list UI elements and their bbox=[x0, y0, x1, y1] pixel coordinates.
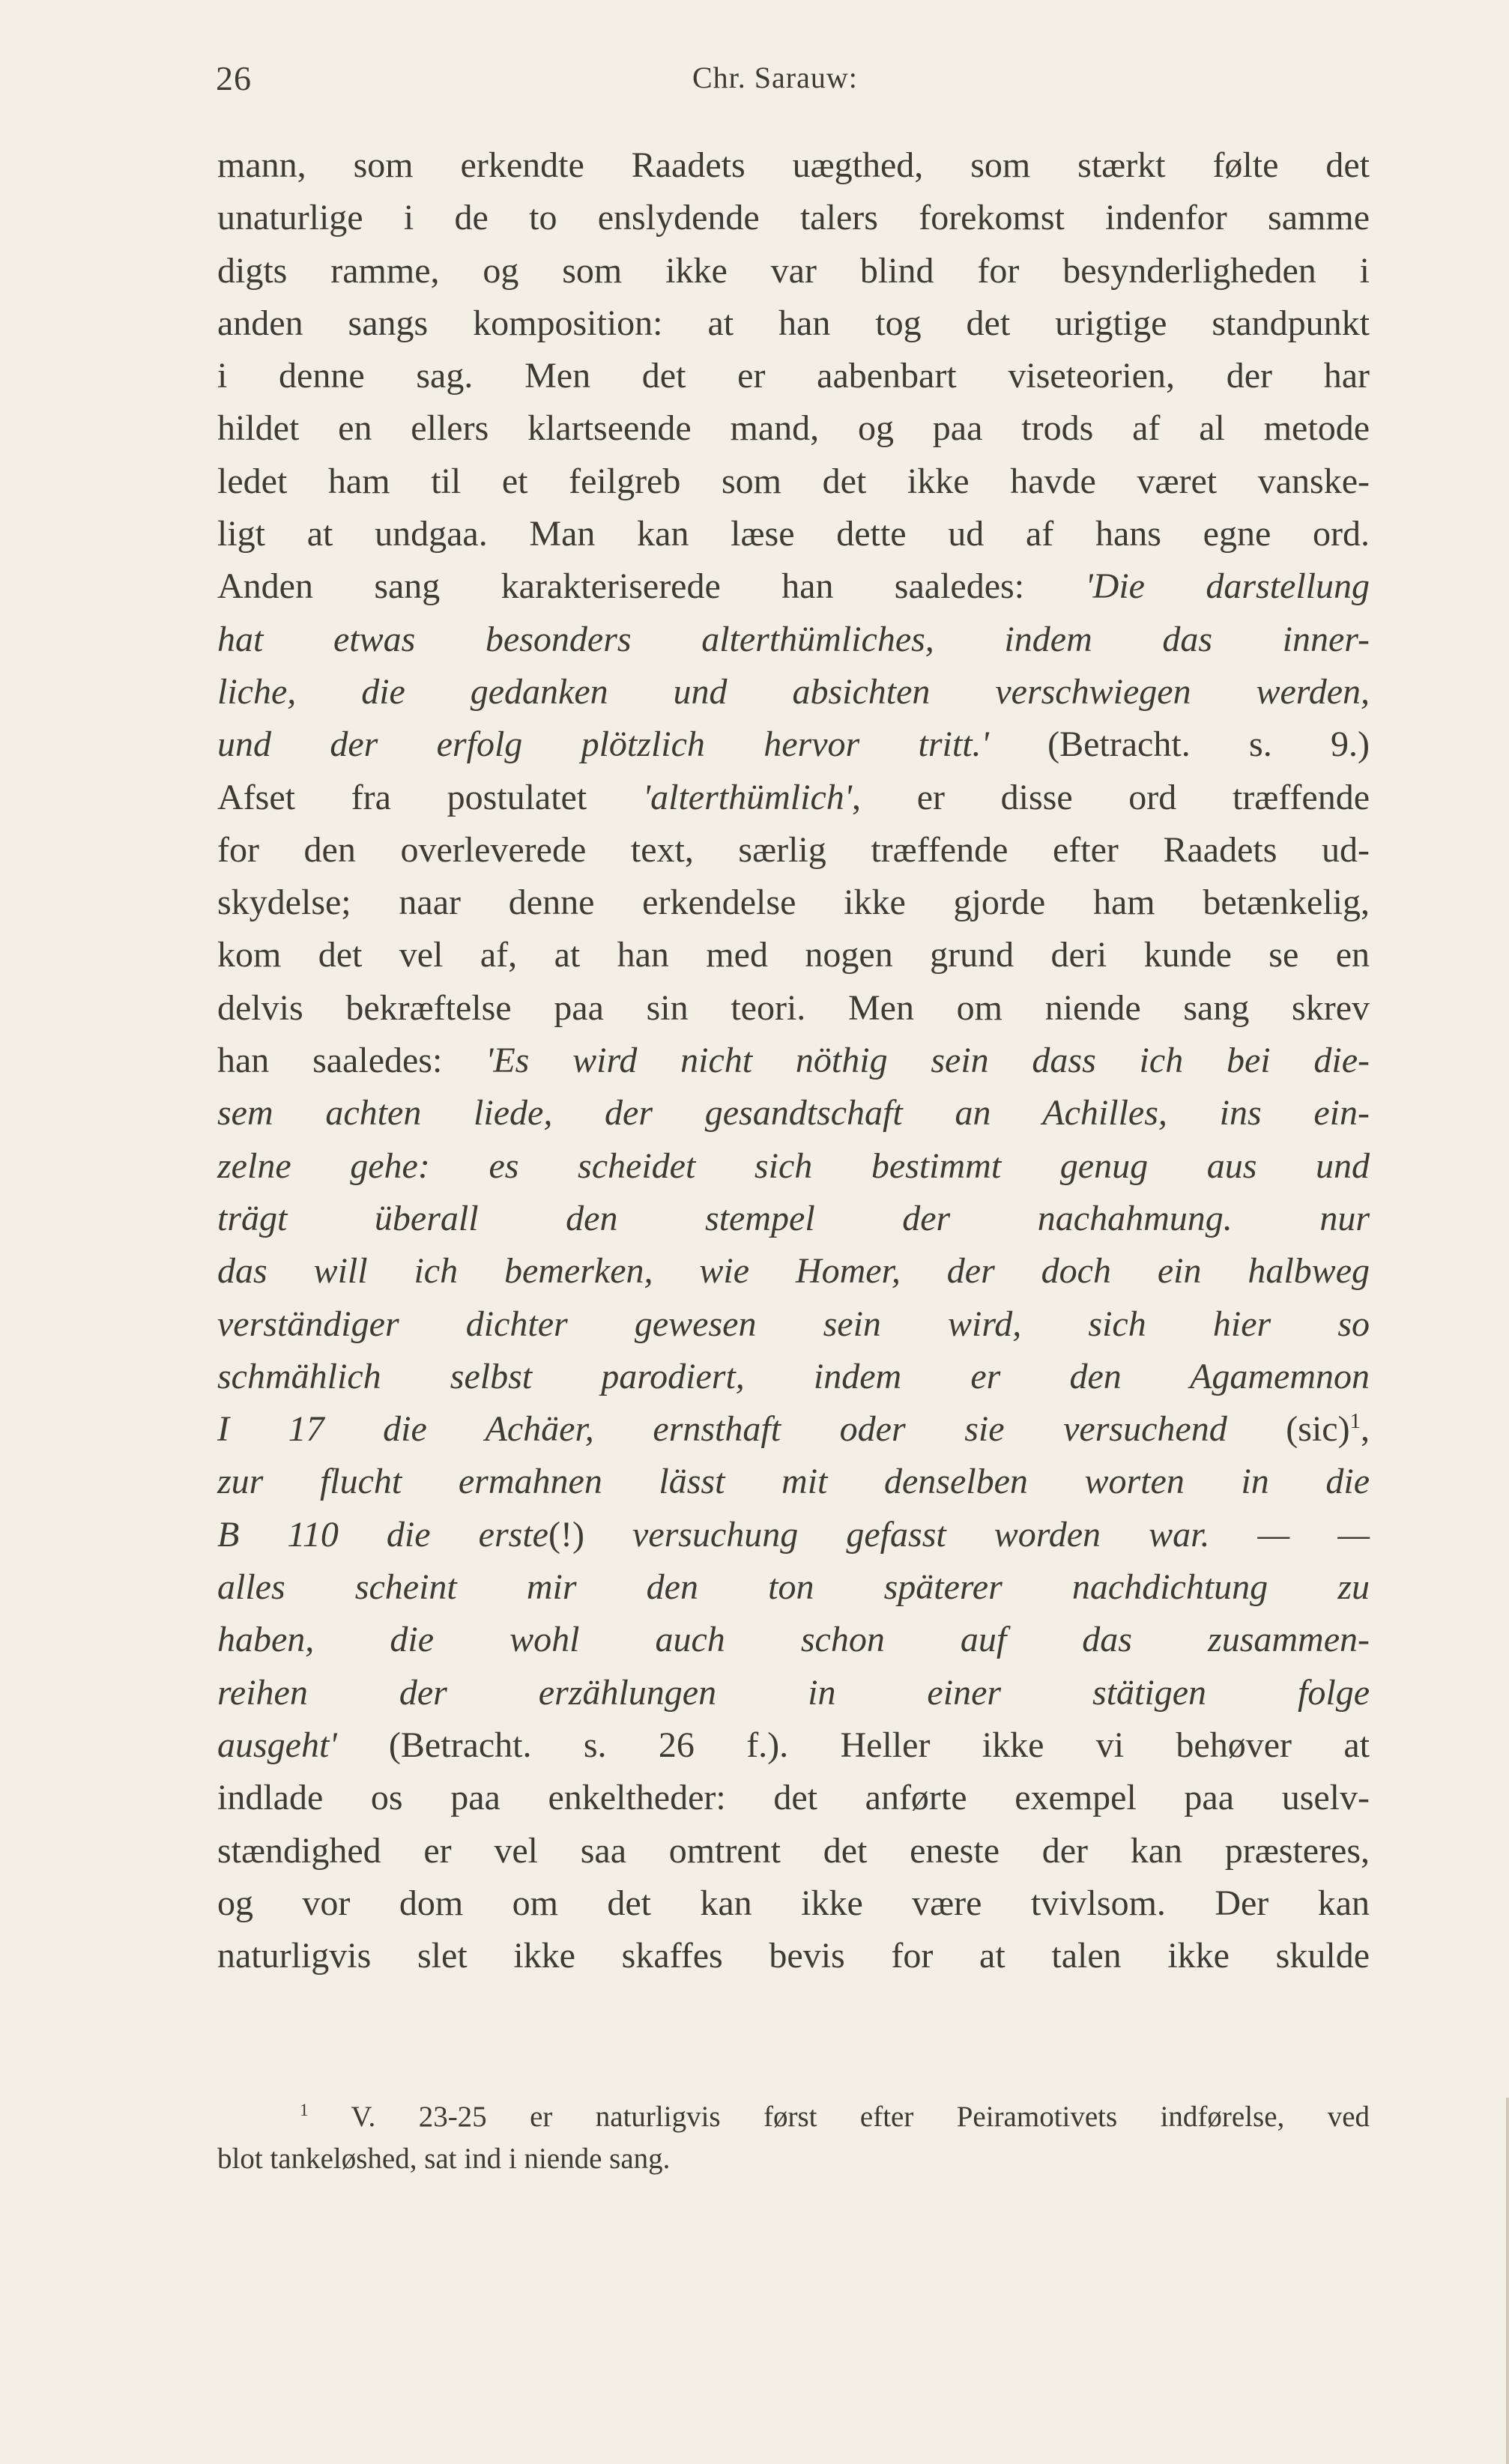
footnote bbox=[217, 2096, 1370, 2180]
italic-quote: haben, die wohl auch schon auf das zusammen- bbox=[217, 1620, 1370, 1660]
italic-quote: alles scheint mir den ton späterer nachdichtung zu bbox=[217, 1567, 1370, 1608]
text-line bbox=[217, 297, 1370, 350]
text-line bbox=[217, 1245, 1370, 1298]
text-span: i denne sag. Men det er aabenbart viseteorien, der har bbox=[217, 356, 1370, 396]
page-edge bbox=[1506, 2098, 1509, 2464]
italic-quote: 'alterthümlich' bbox=[642, 777, 853, 817]
running-head: Chr. Sarauw: bbox=[692, 61, 858, 94]
text-span: (Betracht. s. 26 f.). Heller ikke vi behøver at bbox=[336, 1725, 1370, 1765]
italic-quote: B 110 die erste bbox=[217, 1514, 548, 1555]
text-span: indlade os paa enkeltheder: det anførte exempel paa uselv- bbox=[217, 1778, 1370, 1818]
footnote-line: blot tankeløshed, sat ind i niende sang. bbox=[217, 2143, 671, 2175]
text-span: anden sangs komposition: at han tog det urigtige standpunkt bbox=[217, 303, 1370, 343]
text-line bbox=[217, 982, 1370, 1035]
text-line bbox=[217, 1667, 1370, 1719]
footnote-marker: 1 bbox=[300, 2101, 309, 2120]
text-line bbox=[217, 245, 1370, 297]
text-line bbox=[217, 402, 1370, 455]
text-line bbox=[217, 1614, 1370, 1666]
text-line bbox=[217, 772, 1370, 824]
italic-quote: das will ich bemerken, wie Homer, der doch ein halbweg bbox=[217, 1251, 1370, 1292]
text-line bbox=[217, 350, 1370, 402]
text-line bbox=[217, 1403, 1370, 1456]
italic-quote: sem achten liede, der gesandtschaft an Achilles, ins ein- bbox=[217, 1093, 1370, 1133]
italic-quote: schmählich selbst parodiert, indem er den Agamemnon bbox=[217, 1356, 1370, 1396]
text-span: (sic) bbox=[1227, 1409, 1350, 1450]
text-line bbox=[217, 1087, 1370, 1139]
text-line bbox=[217, 666, 1370, 718]
italic-quote: 'Es wird nicht nöthig sein dass ich bei die- bbox=[486, 1041, 1370, 1081]
text-line bbox=[217, 1298, 1370, 1351]
text-line bbox=[217, 1719, 1370, 1772]
text-line bbox=[217, 614, 1370, 666]
text-span: unaturlige i de to enslydende talers forekomst indenfor samme bbox=[217, 198, 1370, 238]
text-line bbox=[217, 1140, 1370, 1193]
italic-quote: hat etwas besonders alterthümliches, indem das inner- bbox=[217, 619, 1370, 659]
text-line bbox=[217, 877, 1370, 929]
text-line bbox=[217, 929, 1370, 981]
page-number: 26 bbox=[216, 59, 252, 97]
text-span: ligt at undgaa. Man kan læse dette ud af hans egne ord. bbox=[217, 514, 1370, 554]
text-line bbox=[217, 1930, 1370, 1982]
body-text bbox=[217, 139, 1370, 1982]
text-span: mann, som erkendte Raadets uægthed, som stærkt følte det bbox=[217, 145, 1370, 185]
text-span: , bbox=[1360, 1409, 1370, 1450]
text-span: delvis bekræftelse paa sin teori. Men om niende sang skrev bbox=[217, 987, 1370, 1028]
italic-quote: zelne gehe: es scheidet sich bestimmt genug aus und bbox=[217, 1145, 1370, 1186]
italic-quote: trägt überall den stempel der nachahmung. nur bbox=[217, 1198, 1370, 1238]
italic-quote: ausgeht' bbox=[217, 1725, 337, 1765]
text-span: kom det vel af, at han med nogen grund deri kunde se en bbox=[217, 935, 1370, 975]
text-line bbox=[217, 508, 1370, 560]
text-span: , er disse ord træffende bbox=[852, 777, 1370, 817]
text-span: og vor dom om det kan ikke være tvivlsom. Der kan bbox=[217, 1883, 1370, 1923]
text-span: (Betracht. s. 9.) bbox=[988, 724, 1370, 765]
italic-quote: 'Die darstellung bbox=[1085, 566, 1370, 607]
text-span: hildet en ellers klartseende mand, og paa trods af al metode bbox=[217, 408, 1370, 449]
text-span: Afset fra postulatet bbox=[217, 777, 643, 817]
text-line bbox=[217, 1035, 1370, 1087]
text-line bbox=[217, 718, 1370, 771]
italic-quote: reihen der erzählungen in einer stätigen folge bbox=[217, 1672, 1370, 1713]
footnote-line bbox=[217, 2096, 1370, 2138]
text-span: Anden sang karakteriserede han saaledes: bbox=[217, 566, 1086, 607]
text-span: (!) bbox=[548, 1514, 584, 1555]
footnote-reference: 1 bbox=[1349, 1409, 1361, 1434]
text-span: naturligvis slet ikke skaffes bevis for at talen ikke skulde bbox=[217, 1936, 1370, 1976]
text-line bbox=[217, 560, 1370, 613]
italic-quote: zur flucht ermahnen lässt mit denselben worten in die bbox=[217, 1462, 1370, 1502]
italic-quote: und der erfolg plötzlich hervor tritt.' bbox=[217, 724, 989, 765]
text-span: stændighed er vel saa omtrent det eneste der kan præsteres, bbox=[217, 1830, 1370, 1871]
text-span: digts ramme, og som ikke var blind for besynderligheden i bbox=[217, 250, 1370, 291]
text-line bbox=[217, 1561, 1370, 1614]
text-line bbox=[217, 1877, 1370, 1930]
text-span: han saaledes: bbox=[217, 1041, 486, 1081]
text-span: for den overleverede text, særlig træffende efter Raadets ud- bbox=[217, 829, 1370, 870]
page-header bbox=[216, 58, 1370, 105]
text-line bbox=[217, 1193, 1370, 1245]
italic-quote: versuchung gefasst worden war. — — bbox=[584, 1514, 1370, 1555]
text-line bbox=[217, 1509, 1370, 1561]
italic-quote: verständiger dichter gewesen sein wird, sich hier so bbox=[217, 1304, 1370, 1344]
text-line bbox=[217, 824, 1370, 877]
text-line bbox=[217, 139, 1370, 192]
footnote-text: V. 23-25 er naturligvis først efter Peiramotivets indførelse, ved bbox=[351, 2101, 1370, 2133]
text-span: ledet ham til et feilgreb som det ikke havde været vanske- bbox=[217, 461, 1370, 501]
text-line bbox=[217, 455, 1370, 508]
text-line bbox=[217, 1772, 1370, 1824]
text-line bbox=[217, 1351, 1370, 1403]
text-line bbox=[217, 1456, 1370, 1508]
italic-quote: liche, die gedanken und absichten verschwiegen werden, bbox=[217, 671, 1370, 712]
text-line bbox=[217, 1825, 1370, 1877]
italic-quote: I 17 die Achäer, ernsthaft oder sie versuchend bbox=[217, 1409, 1227, 1450]
text-line bbox=[217, 192, 1370, 244]
text-span: skydelse; naar denne erkendelse ikke gjorde ham betænkelig, bbox=[217, 883, 1370, 923]
